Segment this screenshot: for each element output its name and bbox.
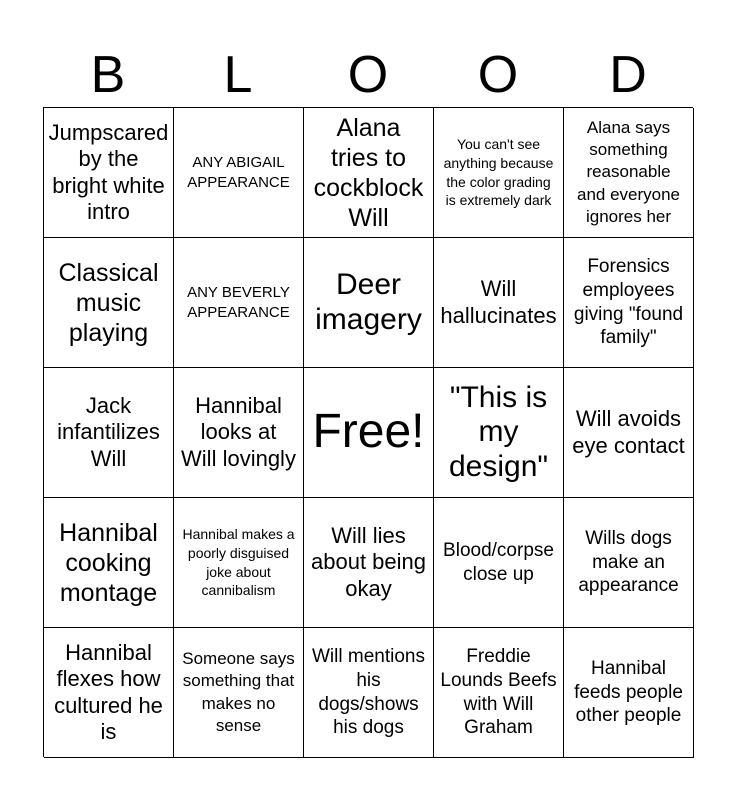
bingo-grid xyxy=(43,107,693,757)
header-letter-d: D xyxy=(609,46,647,104)
bingo-cell[interactable]: Deer imagery xyxy=(304,238,434,368)
bingo-cell[interactable]: Freddie Lounds Beefs with Will Graham xyxy=(434,628,564,758)
header-letter-o2: O xyxy=(477,46,519,104)
bingo-cell[interactable]: Forensics employees giving "found family" xyxy=(564,238,694,368)
bingo-cell[interactable]: Hannibal looks at Will lovingly xyxy=(174,368,304,498)
bingo-cell[interactable]: Classical music playing xyxy=(44,238,174,368)
bingo-cell[interactable]: Hannibal feeds people other people xyxy=(564,628,694,758)
header-letter-o1: O xyxy=(347,46,389,104)
bingo-cell[interactable]: Alana says something reasonable and everyone ignores her xyxy=(564,108,694,238)
bingo-cell[interactable]: You can't see anything because the color grading is extremely dark xyxy=(434,108,564,238)
header-letter-b: B xyxy=(90,46,126,104)
bingo-header xyxy=(43,44,693,106)
bingo-cell[interactable]: Will hallucinates xyxy=(434,238,564,368)
bingo-cell[interactable]: Will mentions his dogs/shows his dogs xyxy=(304,628,434,758)
bingo-cell[interactable]: Jumpscared by the bright white intro xyxy=(44,108,174,238)
bingo-cell[interactable]: Will avoids eye contact xyxy=(564,368,694,498)
bingo-cell[interactable]: Jack infantilizes Will xyxy=(44,368,174,498)
bingo-cell[interactable]: Someone says something that makes no sense xyxy=(174,628,304,758)
bingo-cell[interactable]: Hannibal makes a poorly disguised joke about cannibalism xyxy=(174,498,304,628)
header-letter-l: L xyxy=(223,46,253,104)
bingo-cell[interactable]: Blood/corpse close up xyxy=(434,498,564,628)
bingo-cell[interactable]: Hannibal flexes how cultured he is xyxy=(44,628,174,758)
bingo-cell[interactable]: Alana tries to cockblock Will xyxy=(304,108,434,238)
bingo-cell[interactable]: Hannibal cooking montage xyxy=(44,498,174,628)
bingo-cell[interactable]: ANY ABIGAIL APPEARANCE xyxy=(174,108,304,238)
bingo-cell[interactable]: "This is my design" xyxy=(434,368,564,498)
bingo-cell[interactable]: Wills dogs make an appearance xyxy=(564,498,694,628)
bingo-cell[interactable]: Will lies about being okay xyxy=(304,498,434,628)
free-space[interactable]: Free! xyxy=(304,368,434,498)
bingo-cell[interactable]: ANY BEVERLY APPEARANCE xyxy=(174,238,304,368)
